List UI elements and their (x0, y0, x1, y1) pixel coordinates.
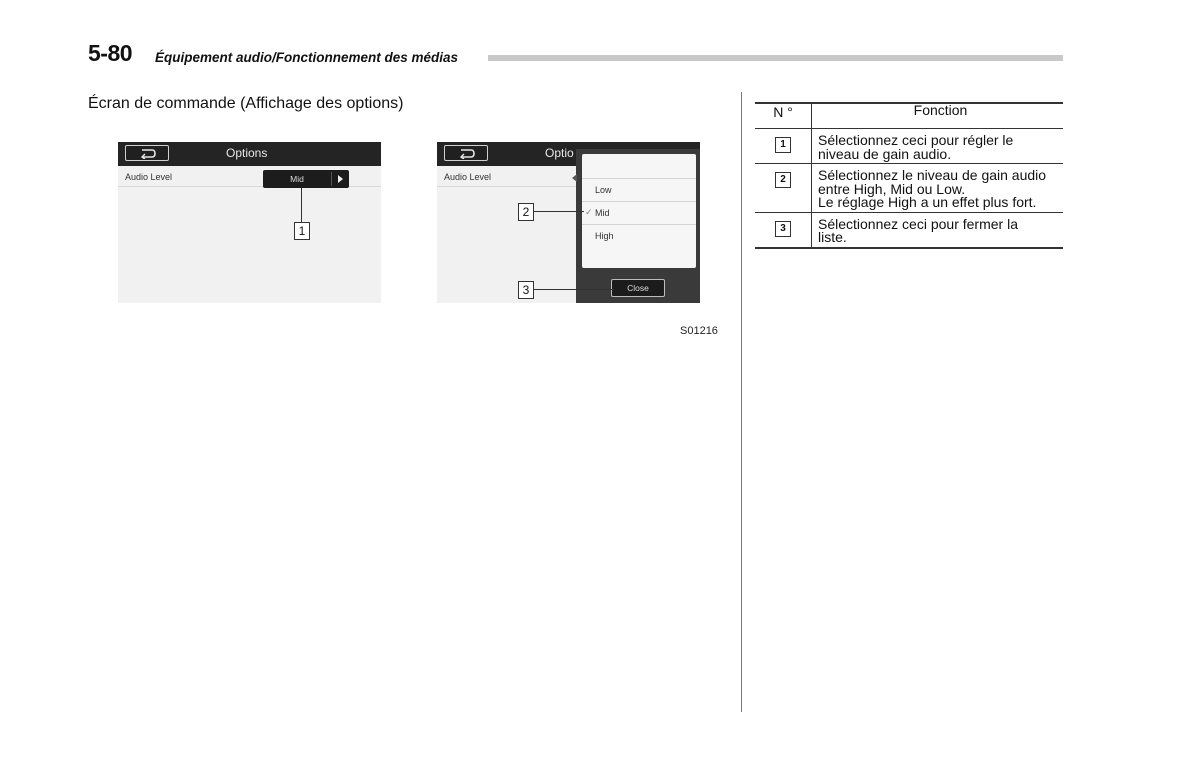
back-arrow-icon (458, 148, 476, 159)
table-row (755, 164, 1063, 213)
row-number: 3 (775, 221, 791, 237)
option-label: Low (595, 185, 612, 195)
back-arrow-icon (139, 148, 157, 159)
column-divider (741, 92, 742, 712)
level-option-list (582, 154, 696, 268)
callout-3: 3 (518, 281, 534, 299)
table-row (755, 212, 1063, 248)
description-line: Sélectionnez ceci pour fermer la (818, 215, 1018, 232)
option-label: High (595, 231, 614, 241)
callout-2: 2 (518, 203, 534, 221)
row-description (812, 164, 1064, 213)
title-bar (118, 142, 381, 166)
table-row (755, 129, 1063, 164)
row-number: 1 (775, 137, 791, 153)
figure-id: S01216 (680, 325, 718, 337)
description-line: Sélectionnez ceci pour régler le (818, 132, 1014, 148)
close-label: Close (627, 283, 649, 293)
callout-1: 1 (294, 222, 310, 240)
row-description (812, 129, 1064, 164)
description-line: Le réglage High a un effet plus fort. (818, 194, 1037, 210)
audio-level-label: Audio Level (125, 172, 173, 182)
options-screen-2 (437, 142, 700, 303)
checkmark-icon: ✓ (585, 207, 593, 217)
function-table (755, 102, 1063, 249)
intro-heading: Écran de commande (Affichage des options) (88, 95, 404, 112)
audio-level-label: Audio Level (444, 172, 492, 182)
table-header-row (755, 103, 1063, 129)
description-line: liste. (818, 229, 847, 245)
callout-leader-3 (534, 289, 614, 290)
close-button[interactable] (611, 279, 665, 297)
popup-pointer-icon (572, 174, 577, 182)
screen-title: Optio (545, 146, 574, 160)
description-line: niveau de gain audio. (818, 145, 952, 162)
option-label: Mid (595, 208, 610, 218)
header-function: Fonction (812, 103, 1064, 129)
audio-level-value: Mid (290, 174, 304, 184)
row-number-cell (755, 212, 812, 248)
header-rule (488, 55, 1063, 61)
row-number: 2 (775, 172, 791, 188)
options-screen-1 (118, 142, 381, 303)
page-number: 5-80 (88, 40, 133, 66)
callout-leader-1 (301, 188, 302, 222)
option-high[interactable] (582, 225, 696, 247)
row-number-cell (755, 129, 812, 164)
description-line: entre High, Mid ou Low. (818, 180, 966, 197)
row-number-cell (755, 164, 812, 213)
option-mid[interactable] (582, 202, 696, 224)
play-arrow-icon (338, 175, 343, 183)
description-line: Sélectionnez le niveau de gain audio (818, 167, 1047, 183)
back-button[interactable] (444, 145, 488, 161)
section-title: Équipement audio/Fonctionnement des médias (155, 50, 459, 65)
callout-leader-2 (534, 211, 584, 212)
option-low[interactable] (582, 179, 696, 201)
back-button[interactable] (125, 145, 169, 161)
button-divider (331, 172, 332, 186)
header-number: N ° (755, 103, 812, 129)
audio-level-button[interactable] (263, 170, 349, 188)
screen-title: Options (226, 146, 268, 160)
row-description (812, 212, 1064, 248)
